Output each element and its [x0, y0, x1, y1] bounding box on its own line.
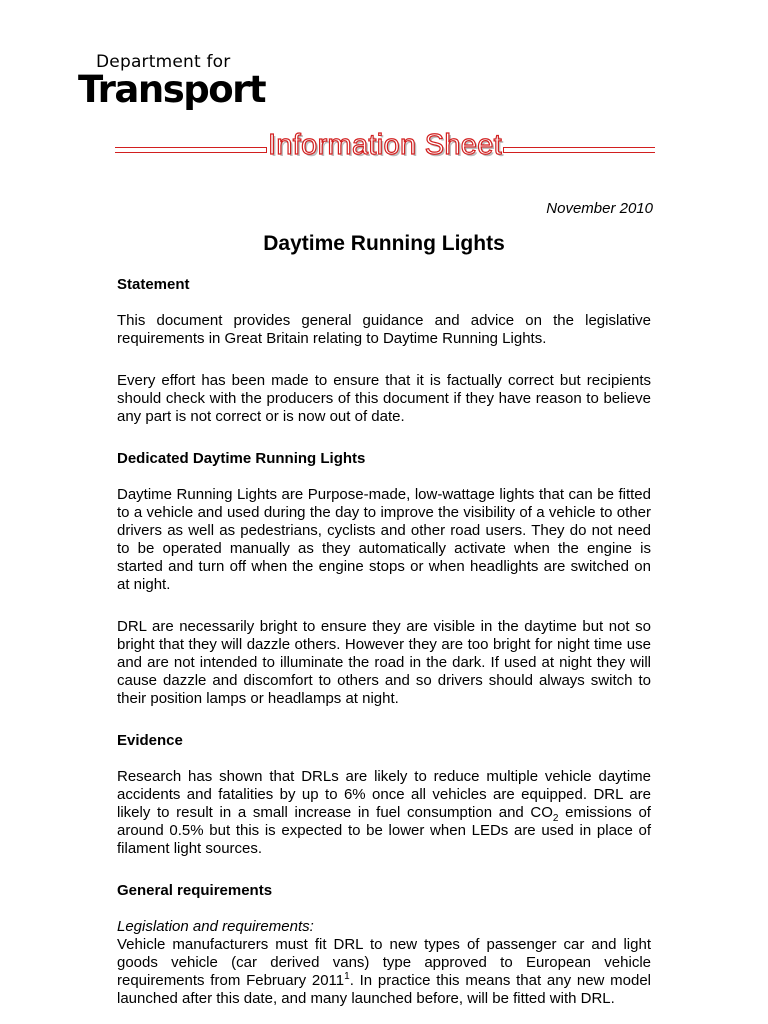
document-date: November 2010	[546, 200, 653, 217]
banner-dash-right	[504, 148, 655, 152]
information-sheet-banner	[115, 128, 655, 162]
document-body	[117, 276, 651, 1008]
general-paragraph	[117, 936, 651, 1008]
dft-logo	[78, 52, 266, 111]
general-text-a: Vehicle manufacturers must fit DRL to new types of passenger car and light goods vehicle (car derived vans) type approved to European vehicle requirements from February 2011	[117, 936, 651, 989]
logo-department-for: Department for	[96, 52, 231, 72]
heading-evidence: Evidence	[117, 732, 183, 749]
heading-general-requirements: General requirements	[117, 882, 273, 899]
heading-statement: Statement	[117, 276, 190, 293]
dedicated-paragraph-2: DRL are necessarily bright to ensure they are visible in the daytime but not so bright that they will dazzle others. However they are too bright for night time use and are not intended to illuminate the road in the dark. If used at night they will cause dazzle and discomfort to others and so drivers should always switch to their position lamps or headlamps at night.	[117, 618, 651, 707]
heading-dedicated-drl: Dedicated Daytime Running Lights	[117, 450, 366, 467]
subheading-legislation: Legislation and requirements:	[117, 918, 314, 935]
evidence-paragraph	[117, 768, 651, 858]
evidence-text-b: emissions of around 0.5% but this is expected to be lower when LEDs are used in place of filament light sources.	[117, 804, 651, 857]
logo-transport: Transport	[78, 68, 266, 111]
dedicated-paragraph-1: Daytime Running Lights are Purpose-made, low-wattage lights that can be fitted to a vehicle and used during the day to improve the visibility of a vehicle to other drivers as well as pedestrians, cyclists and other road users. They do not need to be operated manually as they automatically activate when the engine is started and turn off when the engine stops or when headlights are switched on at night.	[117, 486, 651, 593]
banner-title: Information Sheet	[268, 128, 503, 161]
co2-subscript: 2	[552, 813, 559, 824]
document-title: Daytime Running Lights	[263, 232, 505, 255]
statement-paragraph-2: Every effort has been made to ensure that it is factually correct but recipients should check with the producers of this document if they have reason to believe any part is not correct or is now out of date.	[117, 372, 651, 425]
banner-dash-left	[115, 148, 266, 152]
statement-paragraph-1: This document provides general guidance and advice on the legislative requirements in Great Britain relating to Daytime Running Lights.	[117, 312, 651, 347]
footnote-ref-1: 1	[344, 971, 350, 982]
evidence-text-a: Research has shown that DRLs are likely to reduce multiple vehicle daytime accidents and fatalities by up to 6% once all vehicles are equipped. DRL are likely to result in a small increase in fuel consumption and CO	[117, 768, 651, 821]
general-text-b: . In practice this means that any new model launched after this date, and many launched before, will be fitted with DRL.	[117, 972, 652, 1007]
